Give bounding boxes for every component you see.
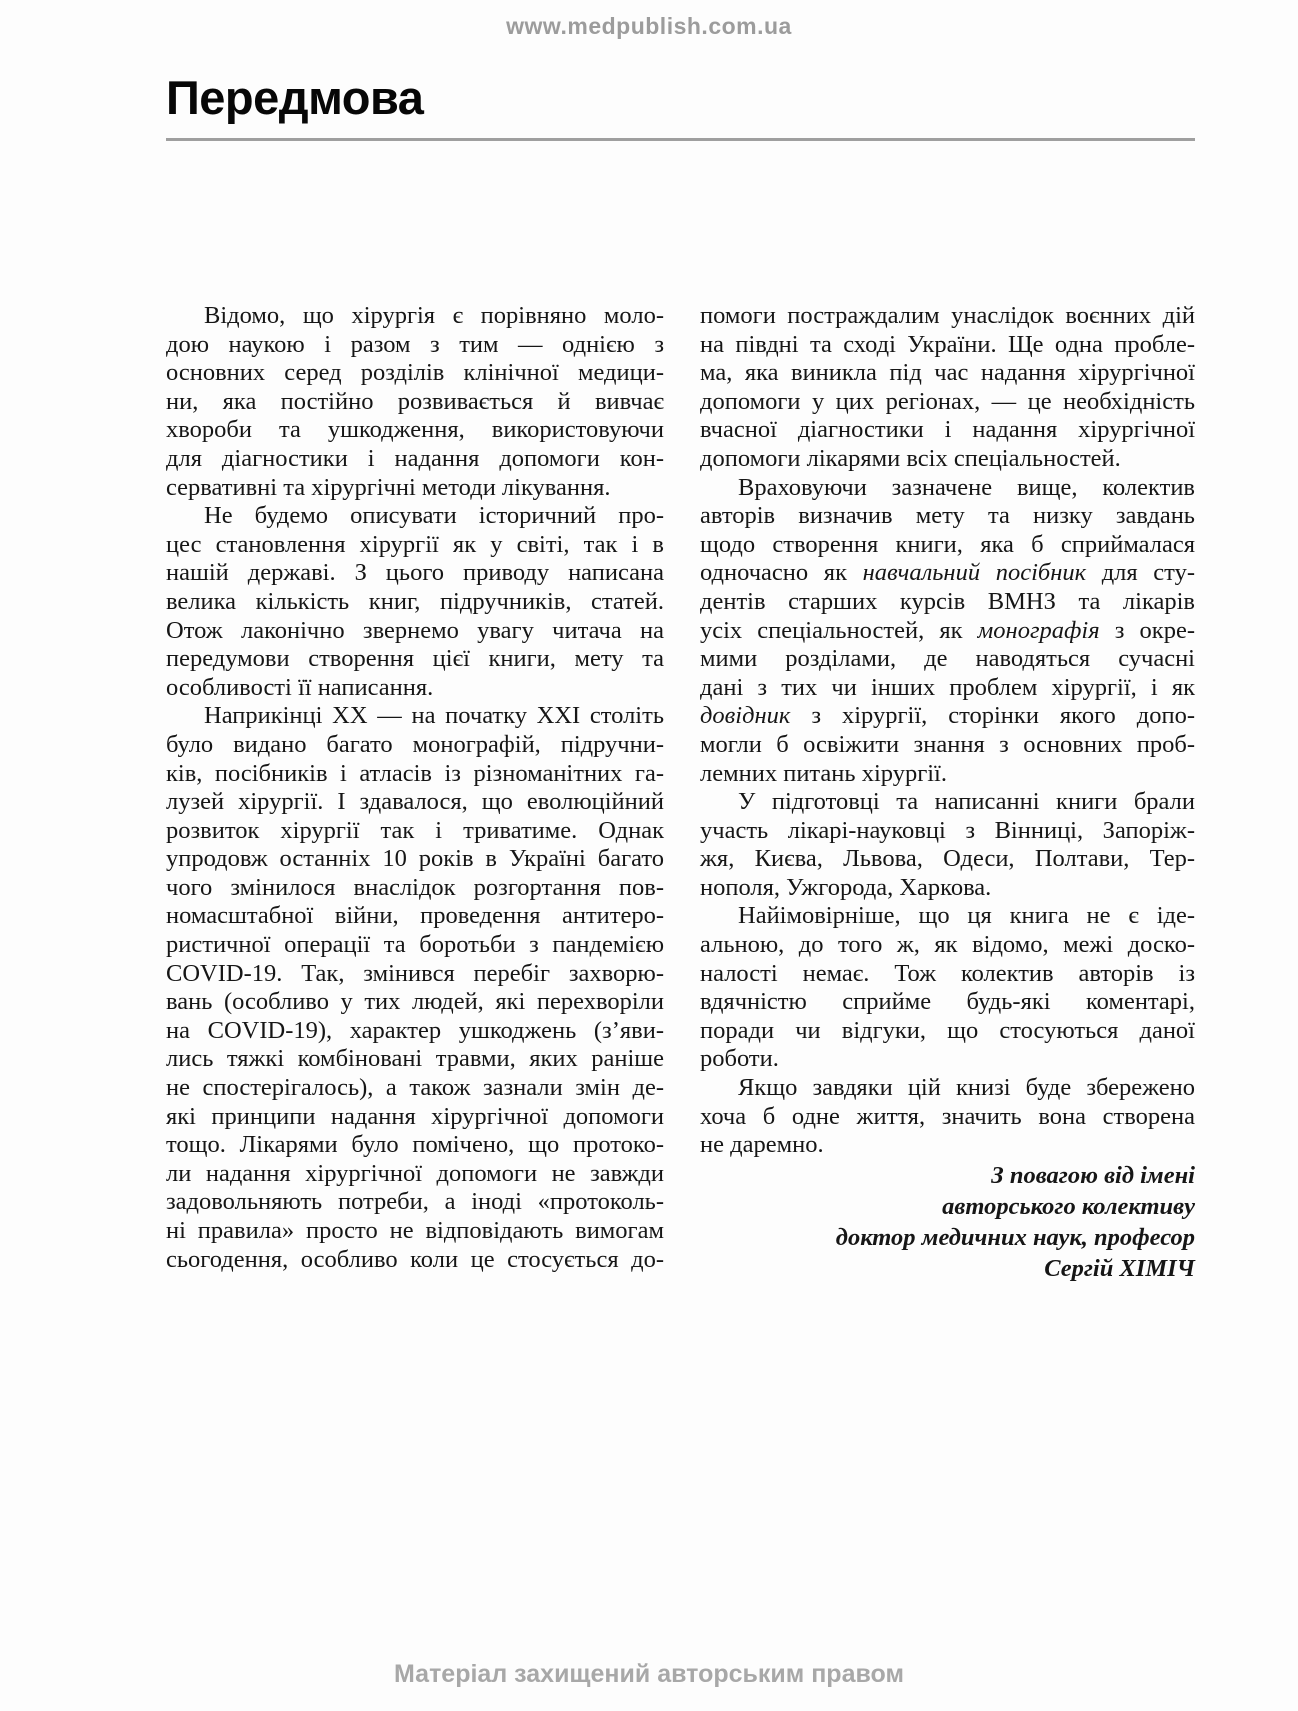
text-line [700, 874, 1195, 903]
text-line [166, 502, 664, 531]
text-segment: З повагою від імені [991, 1161, 1195, 1189]
paragraph [166, 502, 664, 702]
text-segment: Наприкінці XX — на початку XXI століть [204, 702, 664, 730]
italic-term: монографія [977, 616, 1100, 644]
text-line [700, 845, 1195, 874]
paragraph [700, 788, 1195, 902]
text-segment: сервативні та хірургічні методи лікування. [166, 473, 611, 501]
text-segment: альною, до того ж, як відомо, межі доско- [700, 931, 1195, 959]
text-segment: помоги постраждалим унаслідок воєнних дій [700, 302, 1195, 329]
text-segment: могли б освіжити знання з основних проб- [700, 730, 1195, 758]
text-line [166, 588, 664, 617]
text-segment: У підготовці та написанні книги брали [738, 788, 1195, 816]
text-segment: нашій державі. З цього приводу написана [166, 559, 664, 587]
text-segment: лузей хірургії. І здавалося, що еволюційний [166, 788, 664, 816]
text-line [700, 702, 1195, 731]
text-segment: Якщо завдяки цій книзі буде збережено [738, 1074, 1195, 1102]
paragraph [700, 302, 1195, 474]
italic-term: довідник [700, 702, 791, 730]
text-segment: вчасної діагностики і надання хірургічної [700, 416, 1195, 444]
text-line [166, 788, 664, 817]
text-line [166, 617, 664, 646]
text-segment: дентів старших курсів ВМНЗ та лікарів [700, 587, 1195, 615]
text-segment: налості немає. Тож колектив авторів із [700, 959, 1195, 987]
text-line [700, 474, 1195, 503]
text-line [166, 988, 664, 1017]
text-line [700, 731, 1195, 760]
text-line [700, 388, 1195, 417]
text-segment: допомоги лікарями всіх спеціальностей. [700, 444, 1121, 472]
paragraph [700, 902, 1195, 1074]
text-segment: допомоги у цих регіонах, — це необхідність [700, 387, 1195, 415]
copyright-notice: Матеріал захищений авторським правом [394, 1660, 904, 1688]
text-line [166, 731, 664, 760]
text-segment: які принципи надання хірургічної допомоги [166, 1102, 664, 1130]
text-line [166, 760, 664, 789]
text-segment: було видано багато монографій, підручни- [166, 730, 664, 758]
text-line [166, 1131, 664, 1160]
text-line [166, 1217, 664, 1246]
text-line [166, 960, 664, 989]
text-line [700, 1045, 1195, 1074]
text-segment: велика кількість книг, підручників, статей. [166, 587, 664, 615]
italic-term: навчальний посібник [862, 559, 1087, 587]
text-line [700, 817, 1195, 846]
text-segment: жя, Києва, Львова, Одеси, Полтави, Тер- [700, 845, 1195, 873]
text-segment: дані з тих чи інших проблем хірургії, і як [700, 673, 1195, 701]
text-segment: участь лікарі-науковці з Вінниці, Запоріж- [700, 816, 1195, 844]
text-segment: вдячністю сприйме будь-які коментарі, [700, 988, 1195, 1016]
text-line [166, 645, 664, 674]
text-segment: чого змінилося внаслідок розгортання пов- [166, 873, 664, 901]
text-segment: задовольняють потреби, а іноді «протоколь- [166, 1188, 664, 1216]
text-segment: Не будемо описувати історичний про- [204, 502, 664, 530]
text-segment: ків, посібників і атласів із різноманітних га- [166, 759, 664, 787]
text-line [700, 1103, 1195, 1132]
text-line [700, 531, 1195, 560]
text-line [700, 988, 1195, 1017]
text-line [166, 302, 664, 331]
text-line [166, 1017, 664, 1046]
text-line [166, 559, 664, 588]
text-segment: ли надання хірургічної допомоги не завжди [166, 1159, 664, 1187]
text-segment: основних серед розділів клінічної медици- [166, 359, 664, 387]
text-segment: хвороби та ушкодження, використовуючи [166, 416, 664, 444]
title-divider [166, 138, 1195, 141]
paragraph [700, 1074, 1195, 1160]
text-line [166, 1160, 664, 1189]
text-line [166, 416, 664, 445]
text-segment: з окре- [1099, 616, 1195, 644]
text-segment: для діагностики і надання допомоги кон- [166, 444, 664, 472]
text-segment: особливості її написання. [166, 673, 434, 701]
publisher-url-text: www.medpublish.com.ua [506, 13, 792, 39]
page-title: Передмова [166, 71, 424, 124]
text-line [700, 931, 1195, 960]
text-segment: на півдні та сході України. Ще одна пробле- [700, 330, 1195, 358]
text-segment: Сергій ХІМІЧ [1044, 1254, 1195, 1282]
text-line [166, 845, 664, 874]
signature-block [700, 1160, 1195, 1284]
text-segment: сьогодення, особливо коли це стосується до- [166, 1245, 664, 1273]
text-segment: COVID-19. Так, змінився перебіг захворю- [166, 959, 664, 987]
text-line [700, 445, 1195, 474]
text-segment: авторського колективу [942, 1192, 1195, 1220]
paragraph [166, 702, 664, 1274]
text-segment: цес становлення хірургії як у світі, так і в [166, 530, 664, 558]
text-segment: щодо створення книги, яка б сприймалася [700, 530, 1195, 558]
text-line [700, 902, 1195, 931]
text-line [166, 674, 664, 703]
text-segment: одночасно як [700, 559, 863, 587]
right-column [700, 302, 1195, 1284]
text-line [166, 1103, 664, 1132]
text-line [700, 502, 1195, 531]
text-line [166, 1045, 664, 1074]
text-line [166, 1188, 664, 1217]
text-segment: з хірургії, сторінки якого допо- [790, 702, 1195, 730]
text-line [700, 1131, 1195, 1160]
text-segment: ристичної операції та боротьби з пандемією [166, 931, 664, 959]
text-segment: авторів визначив мету та низку завдань [700, 502, 1195, 530]
text-line [166, 1246, 664, 1275]
text-line [700, 760, 1195, 789]
text-segment: не даремно. [700, 1131, 824, 1159]
text-line [166, 874, 664, 903]
text-line [166, 531, 664, 560]
text-line [166, 388, 664, 417]
text-line [700, 331, 1195, 360]
text-line [166, 1074, 664, 1103]
text-segment: Найімовірніше, що ця книга не є іде- [738, 902, 1195, 930]
text-line [700, 1222, 1195, 1253]
text-segment: нополя, Ужгорода, Харкова. [700, 873, 992, 901]
text-segment: ни, яка постійно розвивається й вивчає [166, 387, 664, 415]
text-line [166, 817, 664, 846]
paragraph [700, 474, 1195, 789]
text-line [700, 1160, 1195, 1191]
text-line [700, 302, 1195, 331]
text-segment: поради чи відгуки, що стосуються даної [700, 1016, 1195, 1044]
left-column [166, 302, 664, 1284]
text-segment: ні правила» просто не відповідають вимогам [166, 1217, 664, 1244]
text-line [700, 1017, 1195, 1046]
text-segment: номасштабної війни, проведення антитеро- [166, 902, 664, 930]
text-line [700, 1253, 1195, 1284]
text-segment: хоча б одне життя, значить вона створена [700, 1102, 1195, 1130]
text-segment: не спостерігалось), а також зазнали змін де- [166, 1074, 664, 1102]
text-line [700, 588, 1195, 617]
text-segment: ма, яка виникла під час надання хірургічної [700, 359, 1195, 387]
text-segment: розвиток хірургії так і триватиме. Однак [166, 816, 664, 844]
text-line [700, 617, 1195, 646]
text-line [166, 702, 664, 731]
text-line [700, 359, 1195, 388]
text-line [700, 960, 1195, 989]
text-line [166, 445, 664, 474]
text-segment: усіх спеціальностей, як [700, 616, 978, 644]
text-segment: на COVID-19), характер ушкоджень (з’яви- [166, 1016, 664, 1044]
text-segment: Отож лаконічно звернемо увагу читача на [166, 616, 664, 644]
text-line [166, 331, 664, 360]
text-line [700, 674, 1195, 703]
text-segment: упродовж останніх 10 років в Україні багато [166, 845, 664, 873]
text-segment: доктор медичних наук, професор [835, 1223, 1195, 1251]
text-line [700, 416, 1195, 445]
body-columns [166, 302, 1195, 1284]
text-line [700, 1074, 1195, 1103]
text-segment: для сту- [1086, 559, 1195, 587]
text-segment: передумови створення цієї книги, мету та [166, 645, 664, 673]
text-segment: вань (особливо у тих людей, які перехворіли [166, 988, 664, 1016]
text-line [700, 559, 1195, 588]
paragraph [166, 302, 664, 502]
text-line [700, 645, 1195, 674]
text-segment: Враховуючи зазначене вище, колектив [738, 473, 1195, 501]
text-segment: тощо. Лікарями було помічено, що протоко- [166, 1131, 664, 1159]
text-line [700, 1191, 1195, 1222]
text-segment: дою наукою і разом з тим — однією з [166, 330, 664, 358]
text-segment: Відомо, що хірургія є порівняно моло- [204, 302, 664, 329]
text-segment: лись тяжкі комбіновані травми, яких раніше [166, 1045, 664, 1073]
text-line [166, 474, 664, 503]
text-line [166, 359, 664, 388]
text-line [166, 931, 664, 960]
text-line [166, 902, 664, 931]
text-segment: мими розділами, де наводяться сучасні [700, 645, 1195, 673]
text-segment: роботи. [700, 1045, 779, 1073]
text-segment: лемних питань хірургії. [700, 759, 947, 787]
text-line [700, 788, 1195, 817]
